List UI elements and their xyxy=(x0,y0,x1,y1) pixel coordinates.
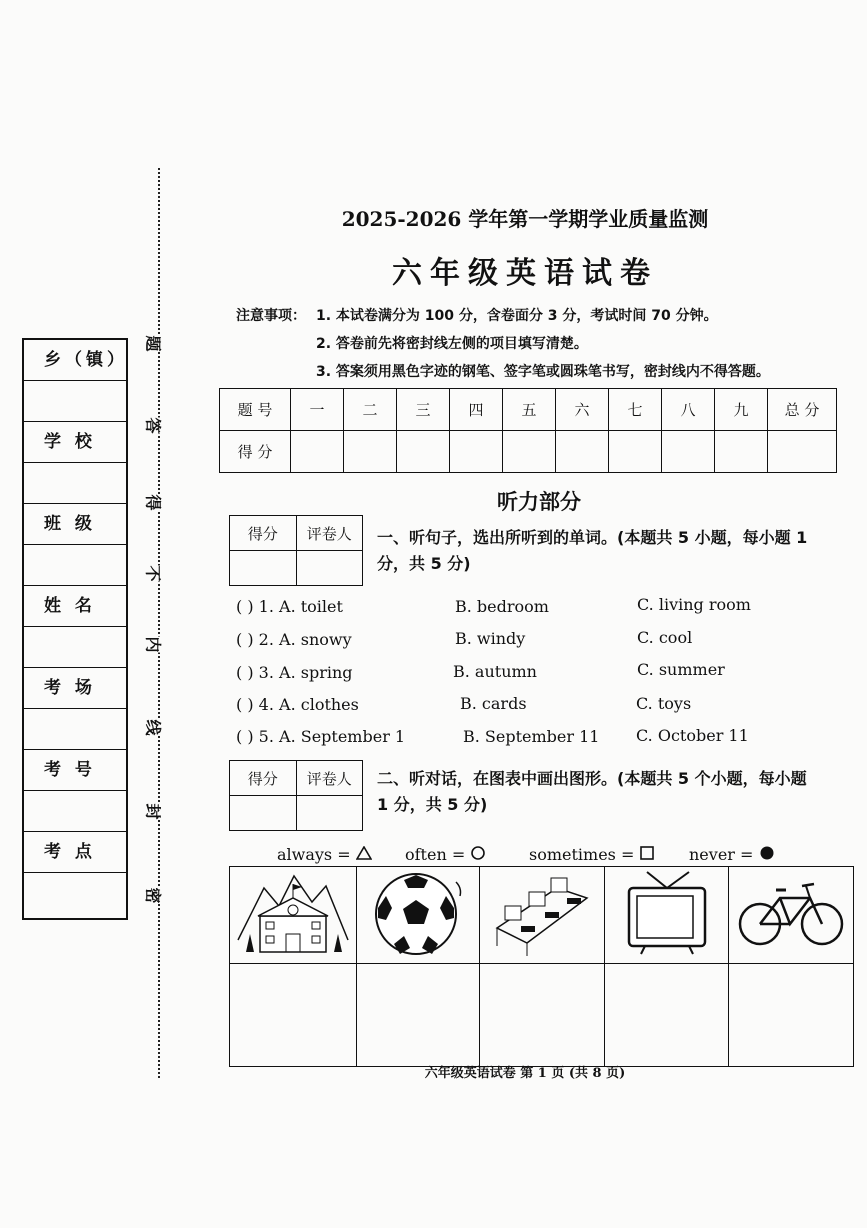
score-col-header: 一 xyxy=(291,389,344,431)
legend-label: never = xyxy=(689,845,759,864)
field-class-blank[interactable] xyxy=(24,545,126,586)
grader-box xyxy=(229,760,363,831)
picture-cell xyxy=(728,867,853,964)
score-col-header: 七 xyxy=(609,389,662,431)
field-class-label: 班 级 xyxy=(24,504,126,545)
seal-line xyxy=(158,168,160,1078)
school-icon xyxy=(234,868,352,958)
option-c: C. October 11 xyxy=(636,726,749,745)
score-cell[interactable] xyxy=(768,431,837,473)
field-exam-site-blank[interactable] xyxy=(24,873,126,914)
part2-title: 二、听对话，在图表中画出图形。(本题共 5 个小题，每小题 1 分，共 5 分) xyxy=(377,769,807,814)
score-table-header: 题 号 xyxy=(220,389,291,431)
legend-label: often = xyxy=(405,845,471,864)
tv-icon xyxy=(617,868,717,958)
field-exam-number-blank[interactable] xyxy=(24,791,126,832)
football-icon xyxy=(368,868,468,958)
part1-title: 一、听句子，选出所听到的单词。(本题共 5 小题，每小题 1 分，共 5 分) xyxy=(377,528,808,573)
legend-label: sometimes = xyxy=(529,845,640,864)
grader-name-cell[interactable] xyxy=(296,796,363,831)
answer-cell[interactable] xyxy=(230,964,357,1067)
seal-char: 内 xyxy=(143,636,166,652)
grader-name-label: 评卷人 xyxy=(296,761,363,796)
score-row-label: 得 分 xyxy=(220,431,291,473)
option-b: B. cards xyxy=(460,694,527,713)
seal-char: 密 xyxy=(143,887,166,903)
field-township-blank[interactable] xyxy=(24,381,126,422)
bicycle-icon xyxy=(736,868,846,958)
score-cell[interactable] xyxy=(662,431,715,473)
grader-score-cell[interactable] xyxy=(230,796,297,831)
score-cell[interactable] xyxy=(609,431,662,473)
answer-cell[interactable] xyxy=(605,964,728,1067)
answer-cell[interactable] xyxy=(356,964,479,1067)
answer-cell[interactable] xyxy=(480,964,605,1067)
score-cell[interactable] xyxy=(291,431,344,473)
score-col-header: 五 xyxy=(503,389,556,431)
exam-title: 六年级英语试卷 xyxy=(392,256,658,291)
field-school-blank[interactable] xyxy=(24,463,126,504)
notice-item: 1. 本试卷满分为 100 分，含卷面分 3 分，考试时间 70 分钟。 xyxy=(316,308,718,324)
answer-cell[interactable] xyxy=(728,964,853,1067)
seal-char: 答 xyxy=(143,417,166,433)
computer-room-icon xyxy=(487,868,597,958)
grader-score-label: 得分 xyxy=(230,516,297,551)
section-title: 听力部分 xyxy=(497,490,581,514)
score-cell[interactable] xyxy=(556,431,609,473)
filled-circle-icon xyxy=(759,846,775,860)
score-cell[interactable] xyxy=(715,431,768,473)
score-cell[interactable] xyxy=(503,431,556,473)
option-b: B. autumn xyxy=(453,662,537,681)
seal-char: 封 xyxy=(143,803,166,819)
square-icon xyxy=(639,846,655,860)
option-b: B. windy xyxy=(455,629,526,648)
binding-info-column xyxy=(22,338,128,920)
circle-icon xyxy=(470,846,486,860)
page-footer: 六年级英语试卷 第 1 页 (共 8 页) xyxy=(424,1066,626,1081)
question-stem: ( ) 4. A. clothes xyxy=(236,695,359,714)
legend-always xyxy=(277,845,372,864)
score-col-header: 九 xyxy=(715,389,768,431)
legend-never xyxy=(689,845,775,864)
notice-item: 3. 答案须用黑色字迹的钢笔、签字笔或圆珠笔书写，密封线内不得答题。 xyxy=(316,364,770,380)
grader-score-cell[interactable] xyxy=(230,551,297,586)
seal-char: 线 xyxy=(143,719,166,735)
score-col-header: 八 xyxy=(662,389,715,431)
notice-label: 注意事项： xyxy=(236,308,306,324)
picture-cell xyxy=(605,867,728,964)
triangle-icon xyxy=(356,846,372,860)
grader-name-cell[interactable] xyxy=(296,551,363,586)
score-cell[interactable] xyxy=(344,431,397,473)
score-col-header: 二 xyxy=(344,389,397,431)
seal-char: 得 xyxy=(143,494,166,510)
question-stem: ( ) 5. A. September 1 xyxy=(236,727,406,746)
option-c: C. cool xyxy=(637,628,693,647)
field-school-label: 学 校 xyxy=(24,422,126,463)
picture-cell xyxy=(356,867,479,964)
score-cell[interactable] xyxy=(397,431,450,473)
score-col-header: 四 xyxy=(450,389,503,431)
field-exam-number-label: 考 号 xyxy=(24,750,126,791)
question-stem: ( ) 1. A. toilet xyxy=(236,597,343,616)
field-exam-room-blank[interactable] xyxy=(24,709,126,750)
option-b: B. bedroom xyxy=(455,597,549,616)
field-exam-room-label: 考 场 xyxy=(24,668,126,709)
legend-often xyxy=(405,845,486,864)
score-table xyxy=(219,388,837,473)
exam-subtitle: 2025-2026 学年第一学期学业质量监测 xyxy=(341,207,709,231)
legend-label: always = xyxy=(277,845,356,864)
picture-table xyxy=(229,866,854,1067)
seal-char: 题 xyxy=(143,335,166,351)
question-stem: ( ) 2. A. snowy xyxy=(236,630,352,649)
grader-name-label: 评卷人 xyxy=(296,516,363,551)
option-c: C. toys xyxy=(636,694,692,713)
notice-item: 2. 答卷前先将密封线左侧的项目填写清楚。 xyxy=(316,336,588,352)
score-col-header: 总 分 xyxy=(768,389,837,431)
field-exam-site-label: 考 点 xyxy=(24,832,126,873)
picture-cell xyxy=(230,867,357,964)
legend-sometimes xyxy=(529,845,655,864)
field-name-blank[interactable] xyxy=(24,627,126,668)
option-c: C. living room xyxy=(637,595,751,614)
score-cell[interactable] xyxy=(450,431,503,473)
score-col-header: 三 xyxy=(397,389,450,431)
grader-box xyxy=(229,515,363,586)
grader-score-label: 得分 xyxy=(230,761,297,796)
field-name-label: 姓 名 xyxy=(24,586,126,627)
option-c: C. summer xyxy=(637,660,725,679)
option-b: B. September 11 xyxy=(463,727,600,746)
field-township-label: 乡（镇） xyxy=(24,340,126,381)
question-stem: ( ) 3. A. spring xyxy=(236,663,353,682)
score-col-header: 六 xyxy=(556,389,609,431)
seal-char: 不 xyxy=(143,565,166,581)
picture-cell xyxy=(480,867,605,964)
